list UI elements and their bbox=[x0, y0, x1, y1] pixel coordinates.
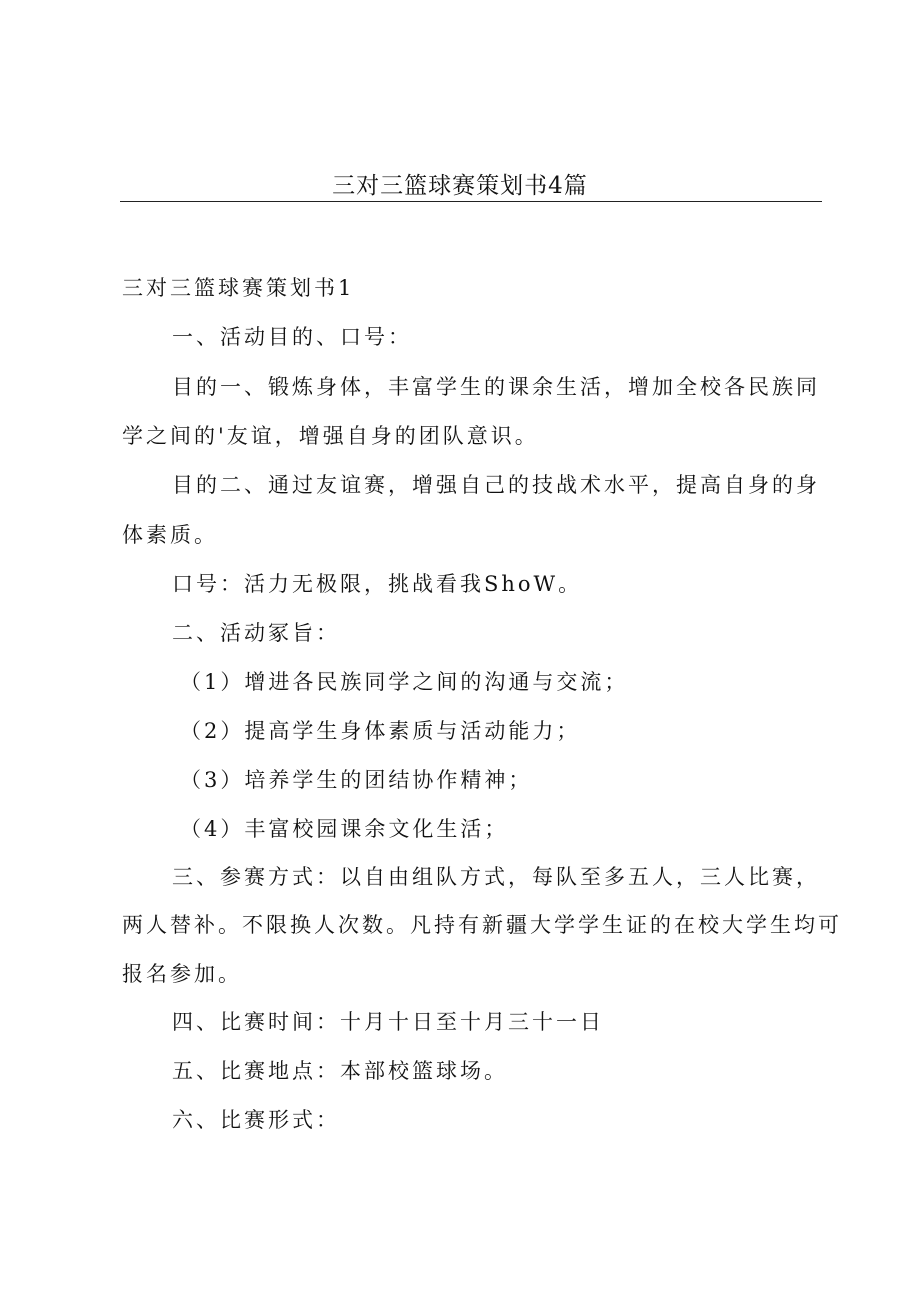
paragraph-line: 报名参加。 bbox=[122, 962, 242, 986]
list-item: （2）提高学生身体素质与活动能力； bbox=[180, 719, 581, 743]
section-heading: 三对三篮球赛策划书1 bbox=[122, 276, 355, 300]
list-item: （1）增进各民族同学之间的沟通与交流； bbox=[180, 670, 629, 694]
paragraph-line: 三、参赛方式：以自由组队方式，每队至多五人，三人比赛， bbox=[172, 865, 820, 889]
paragraph-line: 一、活动目的、口号： bbox=[172, 325, 412, 349]
list-item: （4）丰富校园课余文化生活； bbox=[180, 817, 509, 841]
paragraph-line: 目的一、锻炼身体，丰富学生的课余生活，增加全校各民族同 bbox=[172, 375, 820, 399]
paragraph-line: 两人替补。不限换人次数。凡持有新疆大学学生证的在校大学生均可 bbox=[122, 913, 842, 937]
paragraph-line: 口号：活力无极限，挑战看我ShoW。 bbox=[172, 572, 583, 596]
title-underline bbox=[120, 201, 822, 202]
paragraph-line: 目的二、通过友谊赛，增强自己的技战术水平，提高自身的身 bbox=[172, 473, 820, 497]
document-title: 三对三篮球赛策划书4篇 bbox=[332, 173, 588, 199]
paragraph-line: 体素质。 bbox=[122, 523, 218, 547]
list-item: （3）培养学生的团结协作精神； bbox=[180, 768, 533, 792]
paragraph-line: 二、活动冢旨： bbox=[172, 621, 340, 645]
paragraph-line: 学之间的'友谊，增强自身的团队意识。 bbox=[122, 424, 539, 448]
paragraph-line: 五、比赛地点：本部校篮球场。 bbox=[172, 1059, 508, 1083]
paragraph-line: 六、比赛形式： bbox=[172, 1108, 340, 1132]
paragraph-line: 四、比赛时间：十月十日至十月三十一日 bbox=[172, 1010, 604, 1034]
